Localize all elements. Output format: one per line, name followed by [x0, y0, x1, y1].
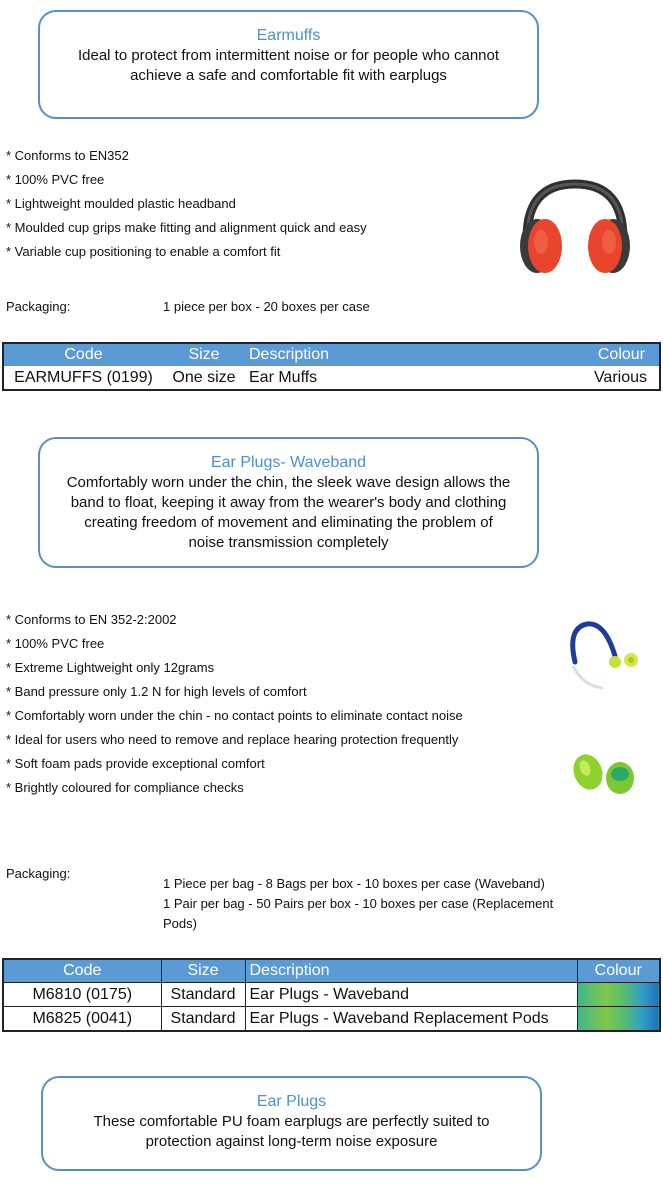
list-item: * 100% PVC free [6, 172, 105, 187]
waveband-info-box [38, 437, 539, 568]
list-item: * Band pressure only 1.2 N for high levels of comfort [6, 684, 307, 699]
cell-description: Ear Plugs - Waveband Replacement Pods [245, 1007, 577, 1032]
waveband-title: Ear Plugs- Waveband [210, 454, 367, 471]
waveband-description-line: band to float, keeping it away from the wearer's body and clothing [70, 494, 507, 511]
column-header-description: Description [245, 343, 540, 366]
earplugs-title: Ear Plugs [256, 1093, 327, 1110]
column-header-colour: Colour [540, 343, 660, 366]
column-header-code: Code [3, 343, 163, 366]
list-item: * Variable cup positioning to enable a comfort fit [6, 244, 281, 259]
packaging-line: 1 Piece per bag - 8 Bags per box - 10 boxes per case (Waveband) [163, 876, 545, 891]
replacement-pods-image [568, 744, 643, 802]
list-item: * Ideal for users who need to remove and replace hearing protection frequently [6, 732, 459, 747]
cell-size: One size [172, 368, 236, 386]
cell-size: Standard [161, 983, 245, 1007]
list-item: * Lightweight moulded plastic headband [6, 196, 236, 211]
table-row [3, 983, 660, 1007]
earmuffs-description-line2: achieve a safe and comfortable fit with earplugs [130, 67, 447, 84]
earplugs-description-line1: These comfortable PU foam earplugs are perfectly suited to [93, 1113, 490, 1130]
list-item: * Conforms to EN 352-2:2002 [6, 612, 177, 627]
earmuffs-feature-list [6, 144, 367, 264]
column-header-code: Code [3, 959, 161, 983]
list-item: * Extreme Lightweight only 12grams [6, 660, 215, 675]
earmuffs-product-image [505, 178, 645, 276]
earmuffs-description-line1: Ideal to protect from intermittent noise or for people who cannot [77, 47, 500, 64]
table-header-row [3, 959, 660, 983]
cell-size: Standard [161, 1007, 245, 1032]
waveband-product-table [2, 958, 661, 1032]
earmuffs-title: Earmuffs [256, 27, 321, 44]
colour-swatch [577, 1007, 660, 1032]
list-item: * Brightly coloured for compliance checks [6, 780, 244, 795]
waveband-description-line: creating freedom of movement and eliminating the problem of [84, 514, 493, 531]
table-row [3, 366, 660, 390]
waveband-feature-list [6, 608, 463, 800]
column-header-colour: Colour [577, 959, 660, 983]
column-header-size: Size [163, 343, 245, 366]
table-row [3, 1007, 660, 1032]
list-item: * Conforms to EN352 [6, 148, 129, 163]
waveband-packaging-value [163, 874, 553, 934]
colour-swatch [577, 983, 660, 1007]
table-header-row [3, 343, 660, 366]
list-item: * Moulded cup grips make fitting and alignment quick and easy [6, 220, 367, 235]
cell-colour: Various [593, 368, 647, 386]
cell-code: EARMUFFS (0199) [14, 368, 153, 386]
cell-code: M6825 (0041) [3, 1007, 161, 1032]
list-item: * 100% PVC free [6, 636, 105, 651]
column-header-size: Size [161, 959, 245, 983]
cell-description: Ear Plugs - Waveband [245, 983, 577, 1007]
waveband-description-line: Comfortably worn under the chin, the sleek wave design allows the [66, 474, 511, 491]
waveband-product-image [563, 614, 653, 706]
earmuffs-packaging-label: Packaging: [6, 299, 71, 314]
waveband-description-line: noise transmission completely [188, 534, 389, 551]
cell-description: Ear Muffs [249, 368, 318, 386]
list-item: * Comfortably worn under the chin - no contact points to eliminate contact noise [6, 708, 463, 723]
packaging-line: Pods) [163, 916, 197, 931]
column-header-description: Description [245, 959, 577, 983]
waveband-packaging-label: Packaging: [6, 866, 71, 881]
earmuffs-packaging-value: 1 piece per box - 20 boxes per case [163, 299, 370, 314]
earplugs-description-line2: protection against long-term noise exposure [145, 1133, 438, 1150]
earmuffs-product-table [2, 342, 661, 391]
earmuffs-info-box [38, 10, 539, 119]
cell-code: M6810 (0175) [3, 983, 161, 1007]
packaging-line: 1 Pair per bag - 50 Pairs per box - 10 boxes per case (Replacement [163, 896, 554, 911]
earplugs-info-box [41, 1076, 542, 1171]
list-item: * Soft foam pads provide exceptional comfort [6, 756, 265, 771]
